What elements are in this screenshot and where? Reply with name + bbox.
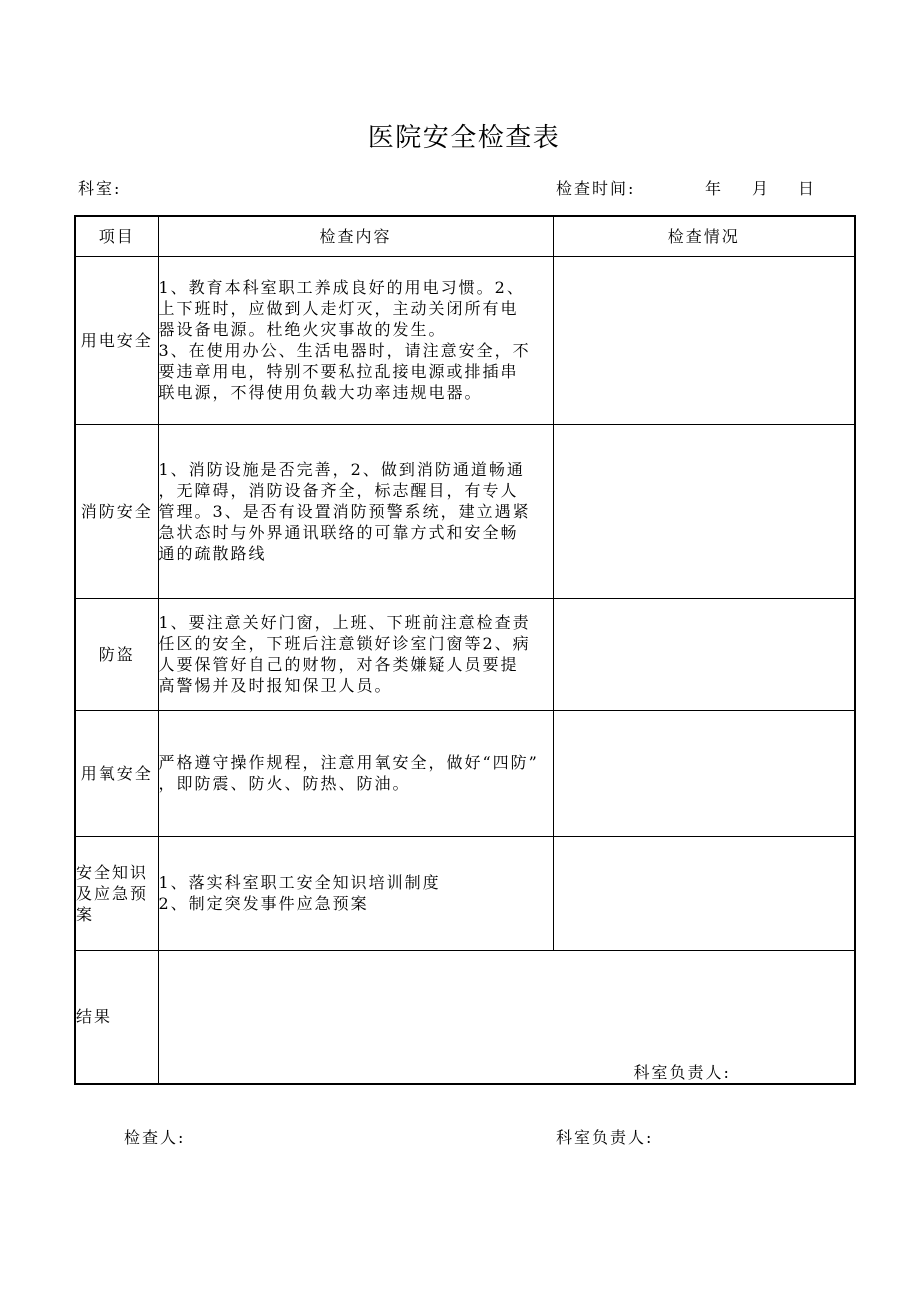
content-line: 急状态时与外界通讯联络的可靠方式和安全畅: [158, 522, 519, 542]
content-line: 1、落实科室职工安全知识培训制度: [158, 873, 441, 892]
inspection-time-label: 检查时间:: [556, 179, 636, 198]
header-content: 检查内容: [158, 216, 553, 256]
row-status-cell: [553, 710, 855, 836]
row-result: [75, 950, 855, 1084]
content-line: 要违章用电，特别不要私拉乱接电源或排插串: [158, 362, 519, 381]
row-content: [158, 710, 553, 836]
content-line: 1、教育本科室职工养成良好的用电习惯。2、: [158, 278, 525, 297]
year-label: 年: [705, 179, 724, 198]
content-line: 上下班时，应做到人走灯灭，主动关闭所有电: [158, 299, 519, 318]
content-line: 3、在使用办公、生活电器时，请注意安全，不: [158, 341, 531, 360]
row-label: 消防安全: [75, 424, 158, 598]
row-status-cell: [553, 598, 855, 710]
content-line: 任区的安全，下班后注意锁好诊室门窗等2、病: [158, 634, 531, 653]
content-line: 人要保管好自己的财物，对各类嫌疑人员要提: [158, 655, 519, 674]
department-label: 科室:: [78, 179, 122, 198]
content-line: 联电源，不得使用负载大功率违规电器。: [158, 383, 483, 402]
content-line: 1、消防设施是否完善，2、做到消防通道畅通: [158, 459, 525, 479]
row-status-cell: [553, 836, 855, 950]
row-content: [158, 836, 553, 950]
result-signer-label: 科室负责人:: [633, 1062, 731, 1082]
content-line: ，即防震、防火、防热、防油。: [158, 774, 411, 793]
department-head-label: 科室负责人:: [556, 1128, 654, 1147]
row-content: [158, 598, 553, 710]
content-line: 2、制定突发事件应急预案: [158, 894, 369, 913]
row-anti-theft: [75, 598, 855, 710]
month-label: 月: [752, 179, 771, 198]
row-label: 用电安全: [75, 256, 158, 424]
content-line: 通的疏散路线: [158, 543, 267, 563]
row-content: [158, 424, 553, 598]
row-status-cell: [553, 256, 855, 424]
row-safety-knowledge: [75, 836, 855, 950]
header-row: [75, 216, 855, 256]
row-content: [158, 256, 553, 424]
row-label: 安全知识及应急预案: [75, 836, 158, 950]
row-fire-safety: [75, 424, 855, 598]
content-line: ，无障碍，消防设备齐全，标志醒目，有专人: [158, 480, 519, 500]
page-title: 医院安全检查表: [367, 123, 561, 153]
content-line: 高警惕并及时报知保卫人员。: [158, 676, 393, 695]
inspector-label: 检查人:: [124, 1128, 186, 1147]
header-status: 检查情况: [553, 216, 855, 256]
row-oxygen-safety: [75, 710, 855, 836]
row-label: 防盗: [75, 598, 158, 710]
inspection-table: [74, 215, 856, 1085]
result-box: [159, 951, 855, 1083]
content-line: 器设备电源。杜绝火灾事故的发生。: [158, 320, 447, 339]
result-cell: [158, 950, 855, 1084]
row-electrical-safety: [75, 256, 855, 424]
day-label: 日: [798, 179, 817, 198]
result-label: 结果: [75, 950, 158, 1084]
content-line: 1、要注意关好门窗，上班、下班前注意检查责: [158, 613, 531, 632]
content-line: 管理。3、是否有设置消防预警系统，建立遇紧: [158, 501, 531, 521]
row-label: 用氧安全: [75, 710, 158, 836]
header-item: 项目: [75, 216, 158, 256]
row-status-cell: [553, 424, 855, 598]
content-line: 严格遵守操作规程，注意用氧安全，做好“四防”: [158, 753, 539, 772]
